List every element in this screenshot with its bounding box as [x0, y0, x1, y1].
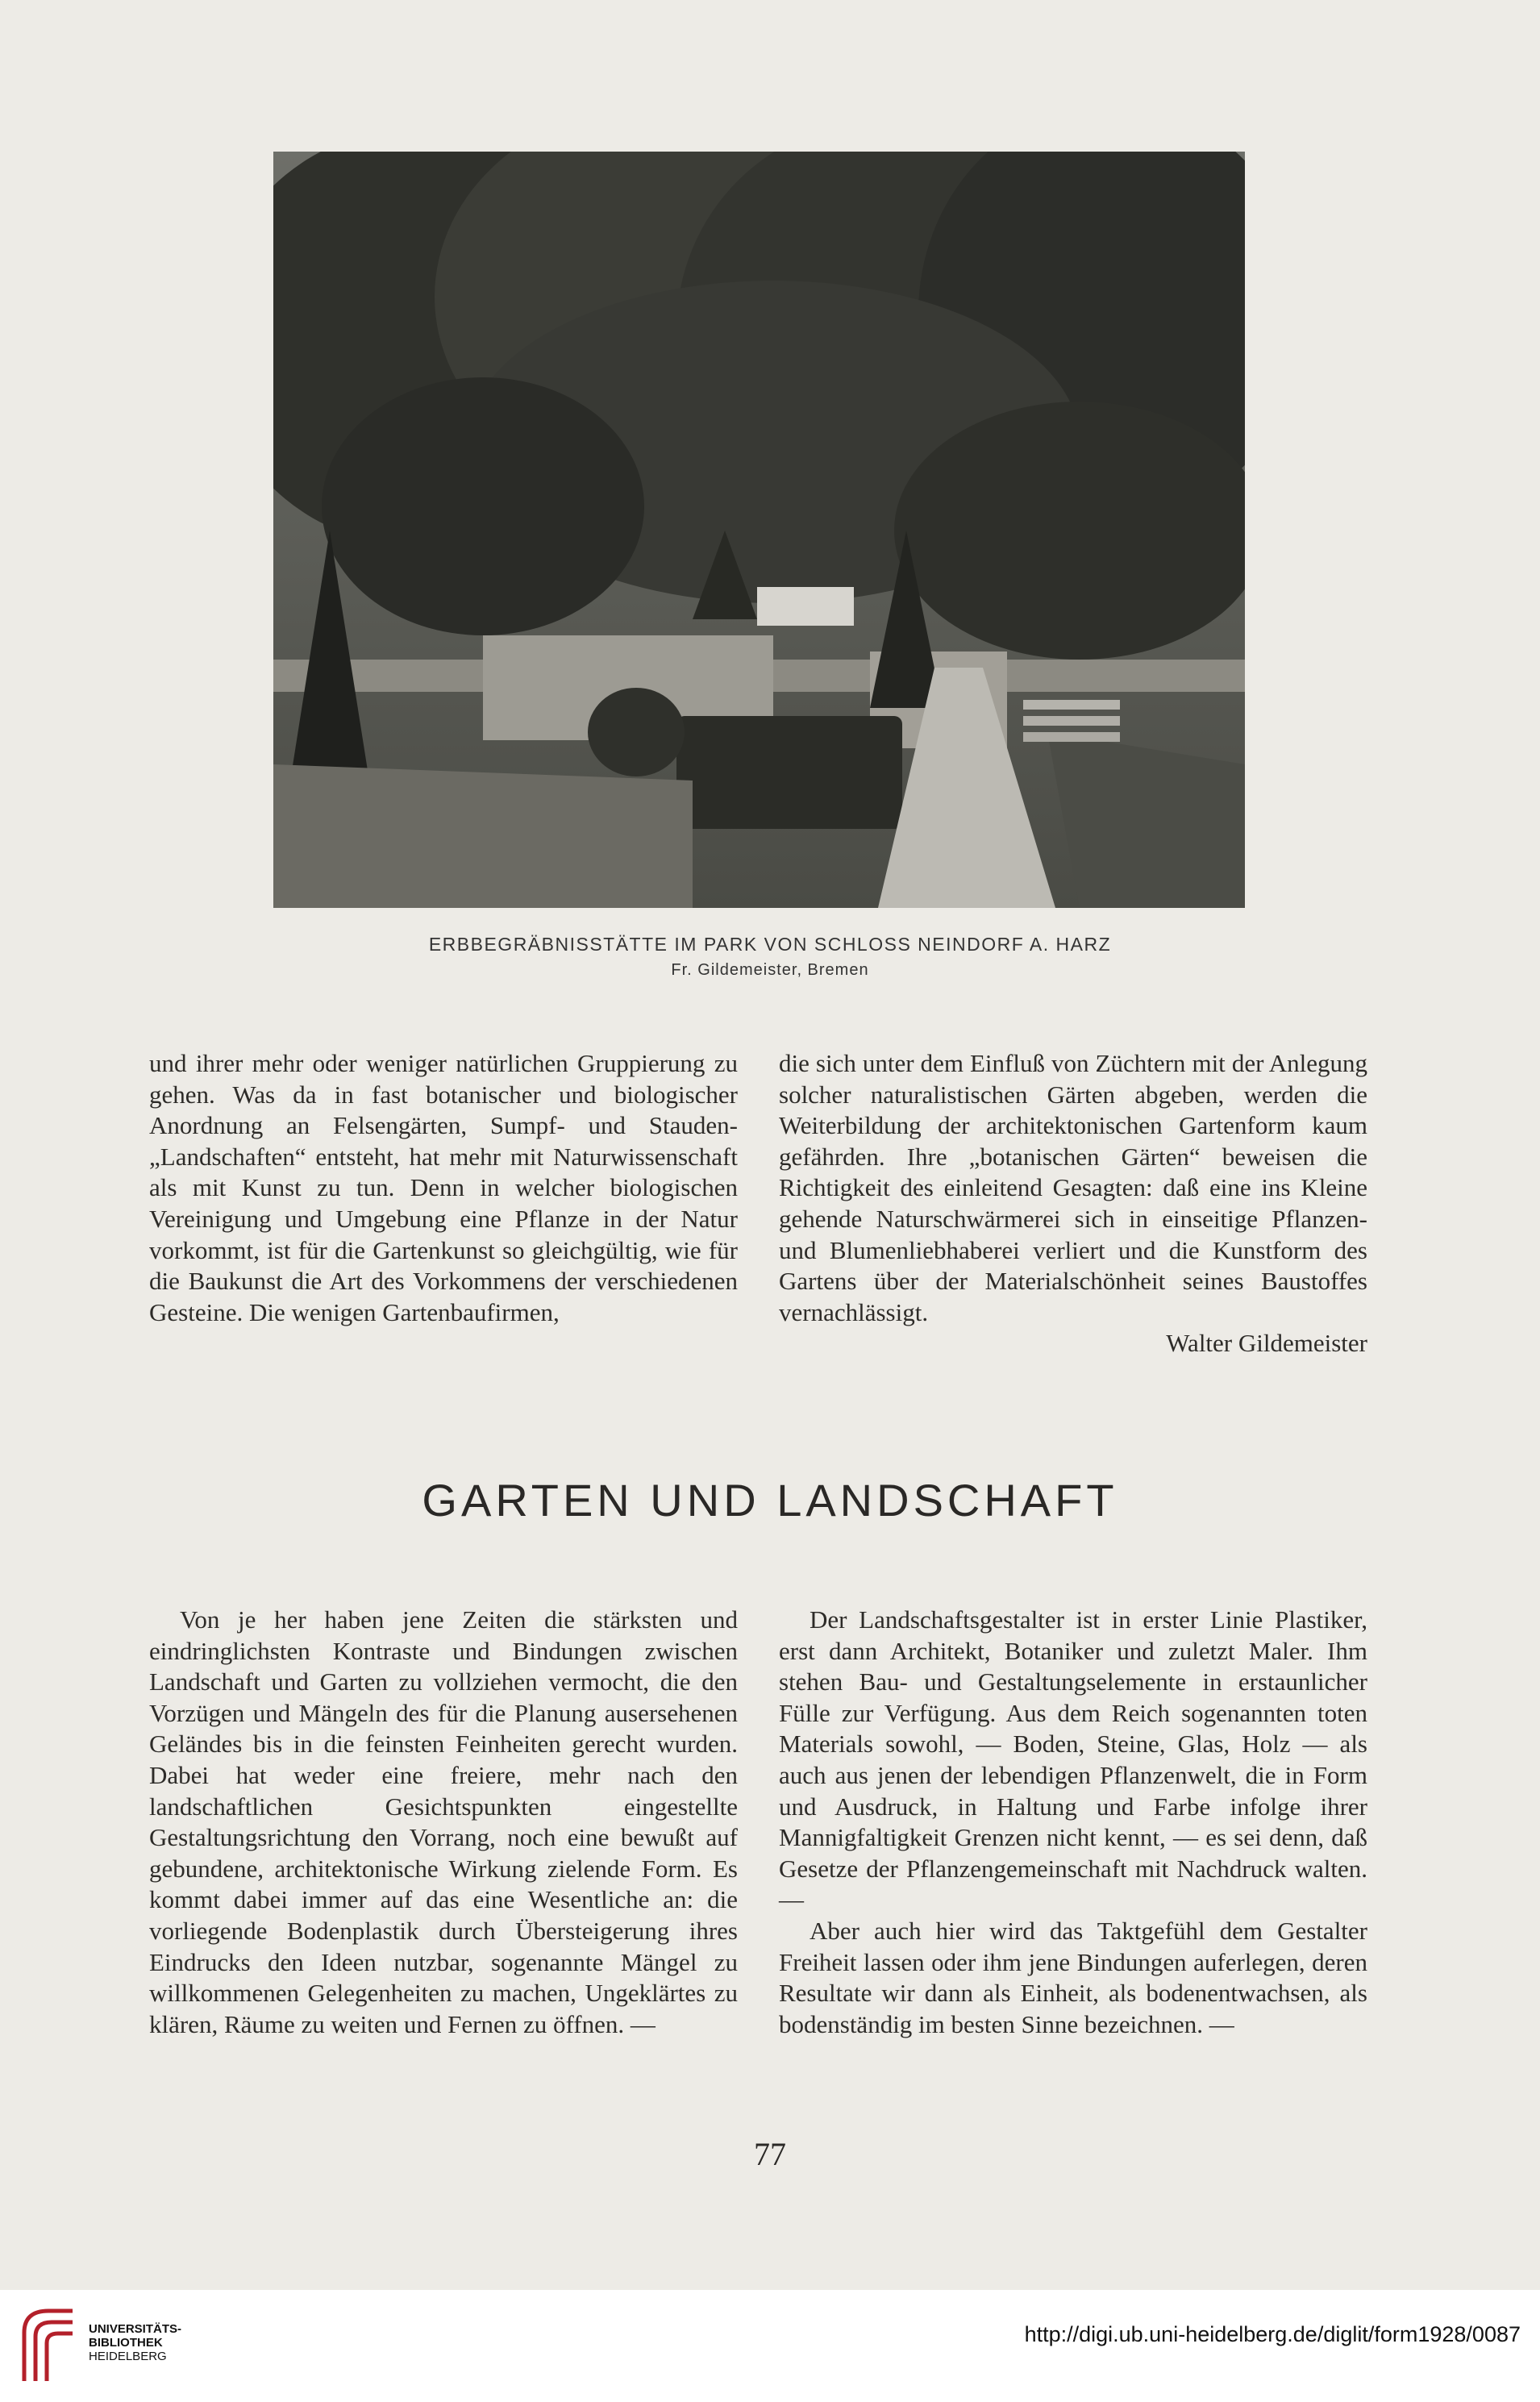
- garden-photo-illustration: [273, 152, 1245, 908]
- article1-right-column: [779, 1048, 1367, 1359]
- library-logo-icon: [16, 2304, 79, 2385]
- section-heading: GARTEN UND LANDSCHAFT: [422, 1475, 1118, 1526]
- garden-photo: [273, 152, 1245, 908]
- article2-right-column: [779, 1605, 1367, 2040]
- photo-credit: Fr. Gildemeister, Bremen: [671, 961, 869, 979]
- article1-left-column: [149, 1048, 738, 1328]
- footer-bar: [0, 2290, 1540, 2402]
- library-name-line3: HEIDELBERG: [89, 2350, 167, 2363]
- library-name-line2: BIBLIOTHEK: [89, 2336, 163, 2350]
- article1-right-text: die sich unter dem Einfluß von Züchtern mit der Anlegung solcher naturalistischen Gärten abgeben, werden die Weiterbildung der architektonischen Gartenform kaum gefährden. Ihre „botanischen Gärten“ beweisen die Richtigkeit des einleitend Gesagten: daß eine ins Kleine gehende Naturschwärmerei sich in einseitige Pflanzen- und Blumenliebhaberei verliert und die Kunstform des Gartens über der Materialschönheit seines Baustoffes vernachlässigt.: [779, 1049, 1367, 1326]
- article1-left-text: und ihrer mehr oder weniger natürlichen Gruppierung zu gehen. Was da in fast botanischer und biologischer Anordnung an Felsengärten, Sumpf- und Stauden-„Landschaften“ entsteht, hat mehr mit Naturwissenschaft als mit Kunst zu tun. Denn in welcher biologischen Vereinigung und Umgebung eine Pflanze in der Natur vorkommt, ist für die Gartenkunst so gleichgültig, wie für die Baukunst die Art des Vorkommens der verschiedenen Gesteine. Die wenigen Gartenbaufirmen,: [149, 1049, 738, 1326]
- article1-signature-line: [779, 1328, 1367, 1359]
- library-name-line1: UNIVERSITÄTS-: [89, 2322, 182, 2336]
- library-name: [89, 2322, 181, 2363]
- article2-left-column: [149, 1605, 738, 2040]
- source-url-link[interactable]: http://digi.ub.uni-heidelberg.de/diglit/form1928/0087: [1024, 2322, 1521, 2346]
- article2-left-paragraph: Von je her haben jene Zeiten die stärksten und eindringlichsten Kontraste und Bindungen zwischen Landschaft und Garten zu vollziehen vermocht, die den Vorzügen und Mängeln des für die Planung ausersehenen Geländes bis in die feinsten Feinheiten gerecht wurden. Dabei hat weder eine freiere, mehr nach den landschaftlichen Gesichtspunkten eingestellte Gestaltungsrichtung den Vorrang, noch eine bewußt auf gebundene, architektonische Wirkung zielende Form. Es kommt dabei immer auf das eine Wesentliche an: die vorliegende Bodenplastik durch Übersteigerung ihres Eindrucks den Ideen nutzbar, sogenannte Mängel zu willkommenen Gelegenheiten zu machen, Ungeklärtes zu klären, Räume zu weiten und Fernen zu öffnen. —: [149, 1605, 738, 2038]
- page-number: 77: [754, 2136, 786, 2172]
- photo-caption: ERBBEGRÄBNISSTÄTTE IM PARK VON SCHLOSS NEINDORF A. HARZ: [428, 934, 1112, 955]
- author-signature: Walter Gildemeister: [1166, 1329, 1367, 1358]
- article2-right-paragraph-1: Der Landschaftsgestalter ist in erster Linie Plastiker, erst dann Architekt, Botaniker und zuletzt Maler. Ihm stehen Bau- und Gestaltungselemente in erstaunlicher Fülle zur Verfügung. Aus dem Reich sogenannten toten Materials sowohl, — Boden, Steine, Glas, Holz — als auch aus jenen der lebendigen Pflanzenwelt, die in Form und Ausdruck, in Haltung und Farbe infolge ihrer Mannigfaltigkeit Grenzen nicht kennt, — es sei denn, daß Gesetze der Pflanzengemeinschaft mit Nachdruck walten. —: [779, 1605, 1367, 1914]
- article2-right-paragraph-2: Aber auch hier wird das Taktgefühl dem Gestalter Freiheit lassen oder ihm jene Bindungen auferlegen, deren Resultate wir dann als Einheit, als bodenentwachsen, als bodenständig im besten Sinne bezeichnen. —: [779, 1916, 1367, 2038]
